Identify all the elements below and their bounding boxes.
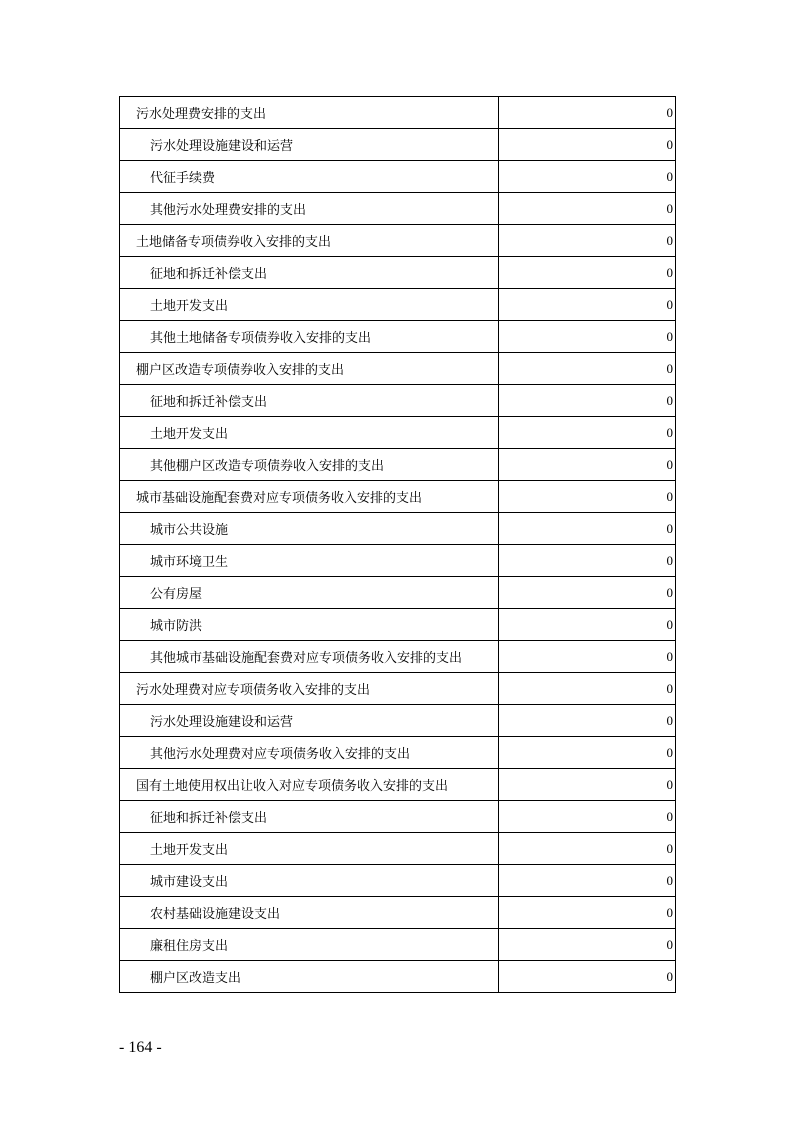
item-name-cell: 代征手续费: [120, 161, 499, 193]
item-name-cell: 土地储备专项债券收入安排的支出: [120, 225, 499, 257]
table-row: [120, 769, 676, 801]
item-name-cell: 征地和拆迁补偿支出: [120, 257, 499, 289]
item-name-cell: 其他棚户区改造专项债券收入安排的支出: [120, 449, 499, 481]
table-row: [120, 577, 676, 609]
item-name-cell: 污水处理费对应专项债务收入安排的支出: [120, 673, 499, 705]
item-value-cell: 0: [499, 641, 676, 673]
table-row: [120, 737, 676, 769]
item-name-cell: 国有土地使用权出让收入对应专项债务收入安排的支出: [120, 769, 499, 801]
item-name-cell: 污水处理设施建设和运营: [120, 129, 499, 161]
item-value-cell: 0: [499, 769, 676, 801]
item-value-cell: 0: [499, 801, 676, 833]
item-value-cell: 0: [499, 513, 676, 545]
item-name-cell: 土地开发支出: [120, 417, 499, 449]
table-row: [120, 129, 676, 161]
table-row: [120, 705, 676, 737]
item-value-cell: 0: [499, 609, 676, 641]
item-name-cell: 其他污水处理费安排的支出: [120, 193, 499, 225]
item-name-cell: 农村基础设施建设支出: [120, 897, 499, 929]
item-value-cell: 0: [499, 481, 676, 513]
item-value-cell: 0: [499, 225, 676, 257]
item-name-cell: 污水处理设施建设和运营: [120, 705, 499, 737]
table-row: [120, 225, 676, 257]
item-value-cell: 0: [499, 321, 676, 353]
table-row: [120, 449, 676, 481]
item-value-cell: 0: [499, 353, 676, 385]
item-value-cell: 0: [499, 129, 676, 161]
item-value-cell: 0: [499, 673, 676, 705]
item-value-cell: 0: [499, 417, 676, 449]
item-value-cell: 0: [499, 193, 676, 225]
item-value-cell: 0: [499, 577, 676, 609]
item-value-cell: 0: [499, 449, 676, 481]
item-name-cell: 其他污水处理费对应专项债务收入安排的支出: [120, 737, 499, 769]
table-row: [120, 865, 676, 897]
item-value-cell: 0: [499, 865, 676, 897]
item-name-cell: 征地和拆迁补偿支出: [120, 801, 499, 833]
item-name-cell: 廉租住房支出: [120, 929, 499, 961]
table-row: [120, 481, 676, 513]
table-row: [120, 353, 676, 385]
table-row: [120, 97, 676, 129]
table-row: [120, 193, 676, 225]
table-row: [120, 929, 676, 961]
item-value-cell: 0: [499, 833, 676, 865]
table-row: [120, 385, 676, 417]
item-name-cell: 城市公共设施: [120, 513, 499, 545]
item-name-cell: 污水处理费安排的支出: [120, 97, 499, 129]
item-name-cell: 城市防洪: [120, 609, 499, 641]
table-row: [120, 833, 676, 865]
item-value-cell: 0: [499, 545, 676, 577]
table-row: [120, 513, 676, 545]
item-value-cell: 0: [499, 737, 676, 769]
table-row: [120, 417, 676, 449]
item-value-cell: 0: [499, 705, 676, 737]
table-row: [120, 161, 676, 193]
item-name-cell: 棚户区改造支出: [120, 961, 499, 993]
item-name-cell: 征地和拆迁补偿支出: [120, 385, 499, 417]
item-name-cell: 城市环境卫生: [120, 545, 499, 577]
item-value-cell: 0: [499, 161, 676, 193]
item-value-cell: 0: [499, 961, 676, 993]
table-row: [120, 609, 676, 641]
item-name-cell: 公有房屋: [120, 577, 499, 609]
item-name-cell: 土地开发支出: [120, 289, 499, 321]
item-value-cell: 0: [499, 257, 676, 289]
table-row: [120, 641, 676, 673]
table-row: [120, 289, 676, 321]
item-name-cell: 其他土地储备专项债券收入安排的支出: [120, 321, 499, 353]
table-row: [120, 545, 676, 577]
item-name-cell: 城市建设支出: [120, 865, 499, 897]
expenditure-table: [119, 96, 676, 993]
item-name-cell: 其他城市基础设施配套费对应专项债务收入安排的支出: [120, 641, 499, 673]
item-value-cell: 0: [499, 289, 676, 321]
item-name-cell: 棚户区改造专项债券收入安排的支出: [120, 353, 499, 385]
item-value-cell: 0: [499, 929, 676, 961]
item-value-cell: 0: [499, 897, 676, 929]
table-row: [120, 801, 676, 833]
table-row: [120, 673, 676, 705]
table-row: [120, 961, 676, 993]
item-name-cell: 土地开发支出: [120, 833, 499, 865]
table-body: [120, 97, 676, 993]
item-value-cell: 0: [499, 385, 676, 417]
table-row: [120, 257, 676, 289]
table-row: [120, 897, 676, 929]
item-value-cell: 0: [499, 97, 676, 129]
page-number: - 164 -: [119, 1039, 162, 1056]
table-row: [120, 321, 676, 353]
item-name-cell: 城市基础设施配套费对应专项债务收入安排的支出: [120, 481, 499, 513]
